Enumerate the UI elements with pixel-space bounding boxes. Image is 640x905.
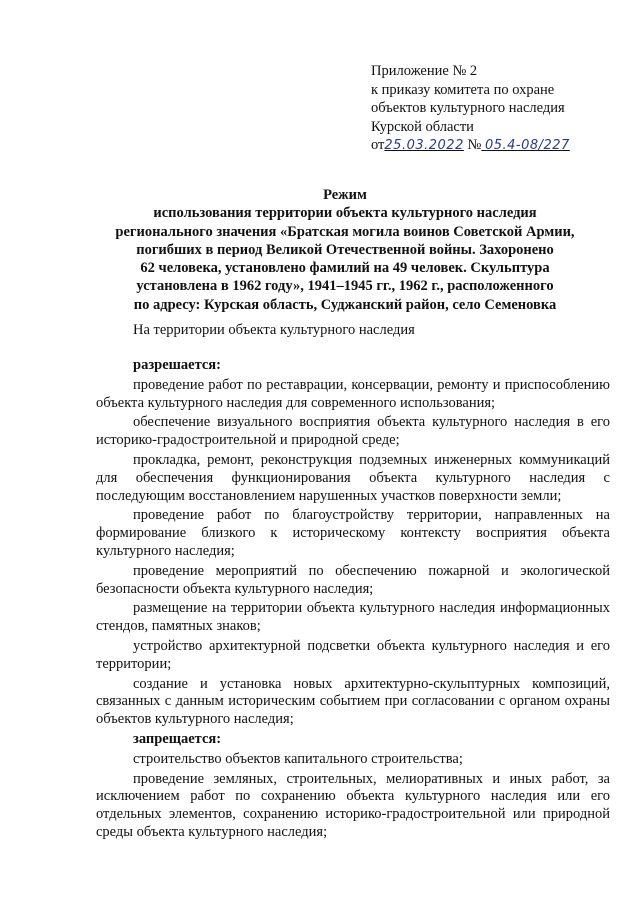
allowed-item: проведение работ по реставрации, консервации, ремонту и приспособлению объекта культурного наследия для современного использования; <box>96 376 610 411</box>
intro-text: На территории объекта культурного наследия <box>133 322 415 338</box>
allowed-item: создание и установка новых архитектурно-скульптурных композиций, связанных с данным историческим событием при согласовании с органом охраны объектов культурного наследия; <box>96 675 610 728</box>
forbidden-item: проведение земляных, строительных, мелиоративных и иных работ, за исключением работ по сохранению объекта культурного наследия или его отдельных элементов, сохранению историко-градостроительной или природной среды объекта культурного наследия; <box>96 770 610 840</box>
appendix-region: Курской области <box>371 118 474 135</box>
title-line: погибших в период Великой Отечественной войны. Захоронено <box>136 241 554 258</box>
number-field <box>481 137 570 153</box>
allowed-item: проведение работ по благоустройству территории, направленных на формирование близкого к историческому контексту восприятия объекта культурного наследия; <box>96 507 610 559</box>
handwritten-number: 05.4-08/227 <box>484 138 570 153</box>
allowed-item: устройство архитектурной подсветки объекта культурного наследия и его территории; <box>96 637 610 672</box>
title-line: установлена в 1962 году», 1941–1945 гг., 1962 г., расположенного <box>136 278 554 295</box>
allowed-item: проведение мероприятий по обеспечению пожарной и экологической безопасности объекта культурного наследия; <box>96 562 610 597</box>
appendix-block <box>371 62 633 156</box>
appendix-order-ref: к приказу комитета по охране <box>371 81 555 98</box>
allowed-item: обеспечение визуального восприятия объекта культурного наследия в его историко-градостроительной и природной среде; <box>96 414 610 449</box>
title-line: использования территории объекта культурного наследия <box>153 205 537 222</box>
title-heading: Режим <box>323 187 367 203</box>
appendix-committee: объектов культурного наследия <box>371 100 565 116</box>
document-title <box>80 186 610 314</box>
forbidden-item: строительство объектов капитального строительства; <box>133 750 463 767</box>
forbidden-heading: запрещается: <box>133 730 222 747</box>
regime-body <box>96 357 610 844</box>
number-label: № <box>467 137 482 153</box>
title-line: регионального значения «Братская могила воинов Советской Армии, <box>115 223 575 240</box>
title-line: по адресу: Курская область, Суджанский район, село Семеновка <box>133 296 557 313</box>
appendix-date-number-line <box>371 136 633 156</box>
allowed-item: прокладка, ремонт, реконструкция подземных инженерных коммуникаций для обеспечения функционирования объекта культурного наследия с последующим восстановлением нарушенных участков поверхности земли; <box>96 451 610 504</box>
allowed-item: размещение на территории объекта культурного наследия информационных стендов, памятных знаков; <box>96 600 610 635</box>
from-label: от <box>371 137 385 153</box>
handwritten-date: 25.03.2022 <box>384 138 464 153</box>
title-line: 62 человека, установлено фамилий на 49 человек. Скульптура <box>140 260 550 277</box>
date-field <box>384 137 463 153</box>
allowed-heading: разрешается: <box>133 357 221 373</box>
appendix-number: Приложение № 2 <box>371 63 478 79</box>
